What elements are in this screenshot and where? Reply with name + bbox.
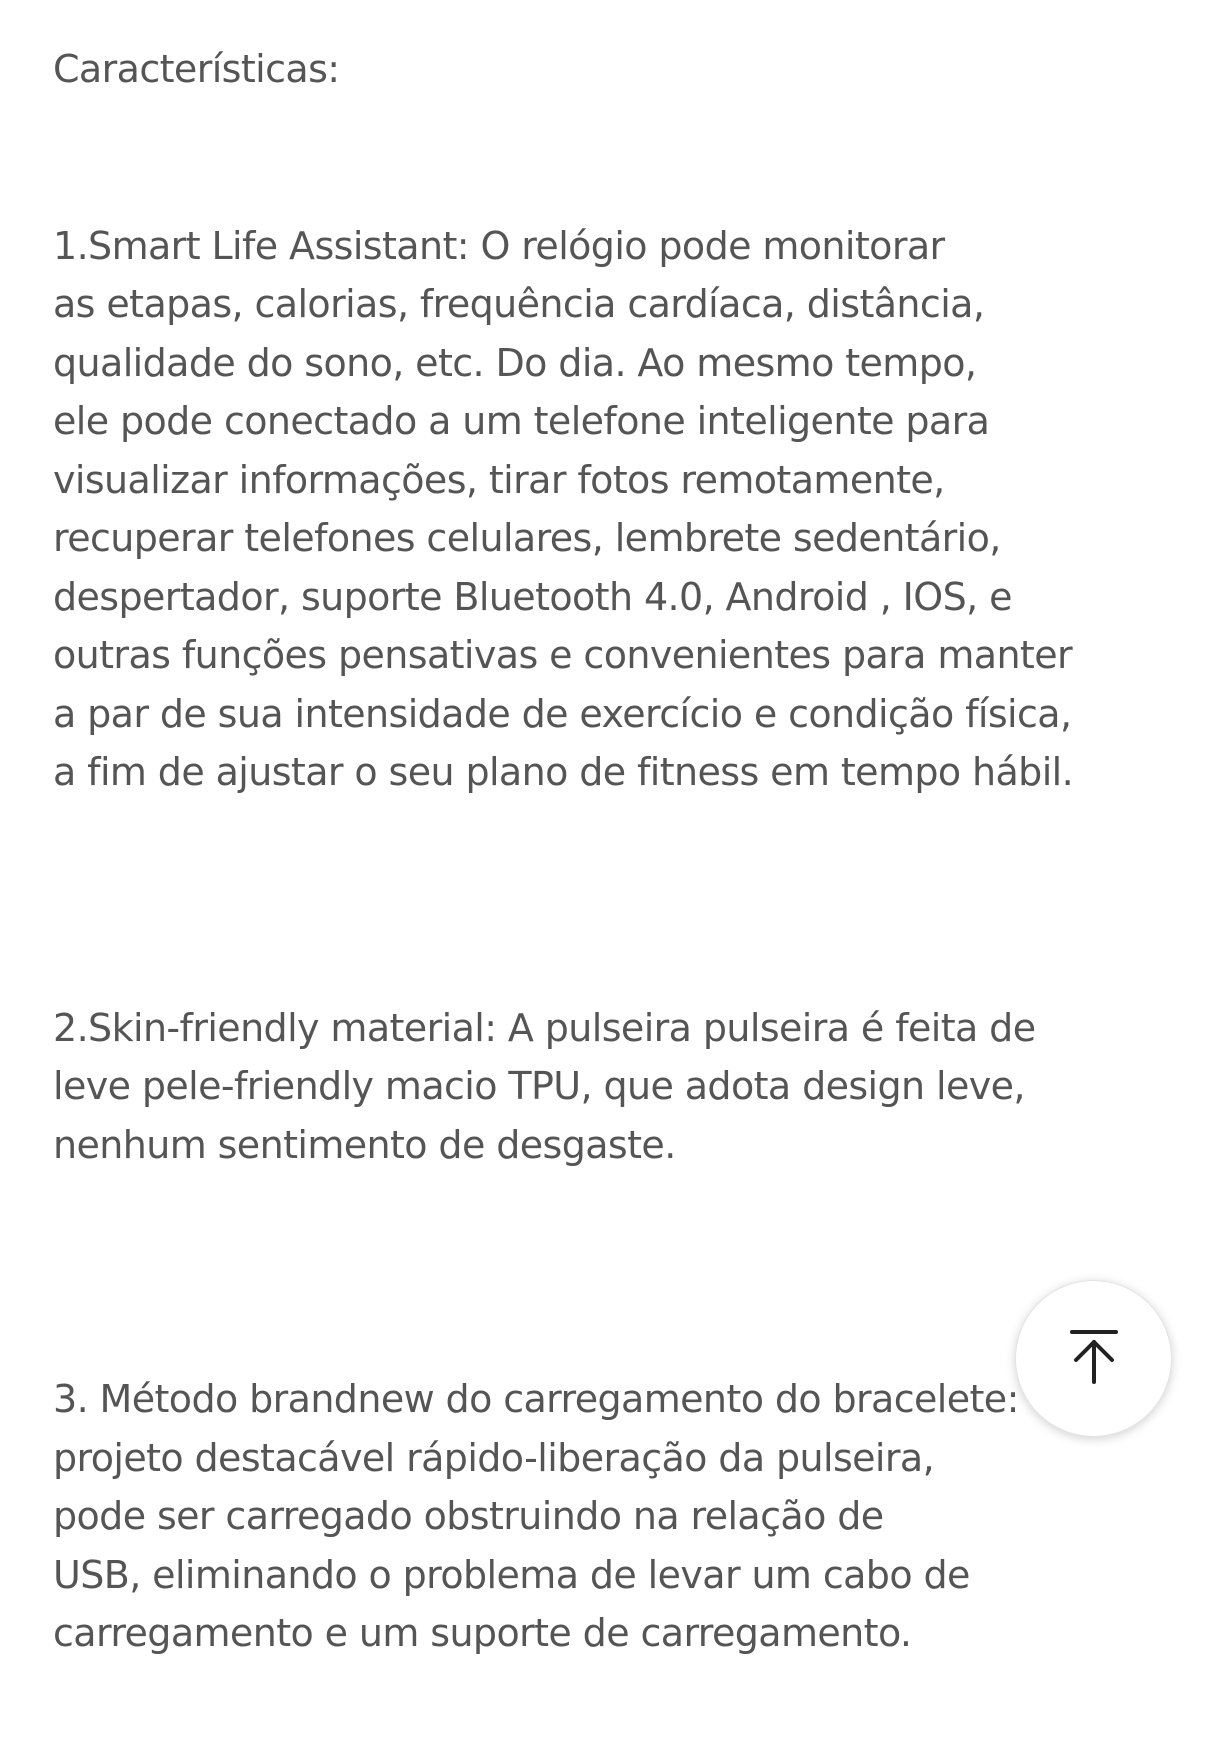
text-line: 2.Skin-friendly material: A pulseira pulseira é feita de xyxy=(53,1005,1036,1050)
product-description xyxy=(53,40,1173,1663)
text-line: qualidade do sono, etc. Do dia. Ao mesmo tempo, xyxy=(53,340,977,385)
text-line: a fim de ajustar o seu plano de fitness em tempo hábil. xyxy=(53,750,1074,794)
text-line: ele pode conectado a um telefone inteligente para xyxy=(53,399,990,443)
arrow-up-to-top-icon xyxy=(1068,1328,1120,1390)
text-line: despertador, suporte Bluetooth 4.0, Android , IOS, e xyxy=(53,574,1012,619)
text-line: 3. Método brandnew do carregamento do bracelete: xyxy=(53,1377,1019,1421)
text-line: projeto destacável rápido-liberação da pulseira, xyxy=(53,1435,935,1480)
text-line: visualizar informações, tirar fotos remotamente, xyxy=(53,457,945,502)
scroll-to-top-button[interactable] xyxy=(1015,1280,1172,1437)
text-line: 1.Smart Life Assistant: O relógio pode monitorar xyxy=(53,223,945,268)
features-heading: Características: xyxy=(53,47,340,91)
text-line: as etapas, calorias, frequência cardíaca, distância, xyxy=(53,282,985,326)
feature-paragraph-2 xyxy=(53,999,1173,1175)
text-line: pode ser carregado obstruindo na relação de xyxy=(53,1494,884,1538)
feature-paragraph-3 xyxy=(53,1370,1173,1663)
text-line: recuperar telefones celulares, lembrete sedentário, xyxy=(53,516,1001,560)
text-line: a par de sua intensidade de exercício e condição física, xyxy=(53,691,1072,736)
text-line: nenhum sentimento de desgaste. xyxy=(53,1122,676,1167)
text-line: leve pele-friendly macio TPU, que adota design leve, xyxy=(53,1064,1025,1108)
text-line: outras funções pensativas e convenientes para manter xyxy=(53,633,1073,677)
text-line: USB, eliminando o problema de levar um cabo de xyxy=(53,1552,970,1597)
feature-paragraph-1 xyxy=(53,217,1173,802)
text-line: carregamento e um suporte de carregamento. xyxy=(53,1611,912,1655)
